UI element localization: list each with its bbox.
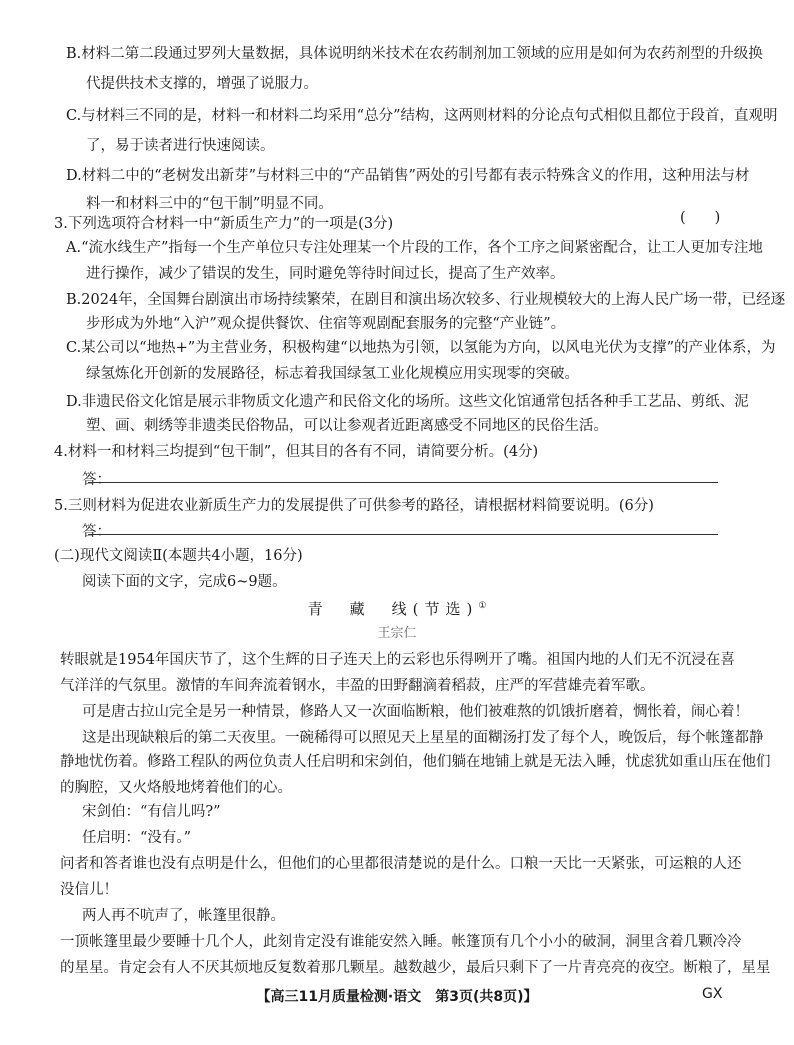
page-footer-code: GX bbox=[702, 986, 723, 1002]
passage-author: 王宗仁 bbox=[377, 626, 417, 641]
q2-option-c-line1: C.与材料三不同的是，材料一和材料二均采用“总分”结构，这两则材料的分论点句式相似且都位于段首，直观明 bbox=[66, 108, 778, 124]
section2-instruction: 阅读下面的文字，完成6~9题。 bbox=[82, 574, 287, 590]
passage-title bbox=[0, 598, 794, 619]
q3-option-d-line1: D.非遗民俗文化馆是展示非物质文化遗产和民俗文化的场所。这些文化馆通常包括各种手工艺品、剪纸、泥 bbox=[66, 394, 749, 410]
passage-p6-line2: 没信儿！ bbox=[60, 882, 118, 898]
q3-option-b-line1: B.2024年，全国舞台剧演出市场持续繁荣，在剧目和演出场次较多、行业规模较大的上海人民广场一带，已经逐 bbox=[66, 292, 786, 308]
q5-stem: 5.三则材料为促进农业新质生产力的发展提供了可供参考的路径，请根据材料简要说明。(6分) bbox=[54, 498, 654, 514]
passage-title-footnote-mark: ① bbox=[478, 601, 487, 611]
q5-answer-line[interactable] bbox=[88, 534, 718, 535]
q2-option-b-line2: 代提供技术支撑的，增强了说服力。 bbox=[86, 76, 318, 92]
passage-p1-line1: 转眼就是1954年国庆节了，这个生辉的日子连天上的云彩也乐得咧开了嘴。祖国内地的人们无不沉浸在喜 bbox=[60, 652, 735, 668]
passage-p3-line1: 这是出现缺粮后的第二天夜里。一碗稀得可以照见天上星星的面糊汤打发了每个人，晚饭后，每个帐篷都静 bbox=[82, 730, 764, 746]
passage-p3-line2: 静地忧伤着。修路工程队的两位负责人任启明和宋剑伯，他们躺在地铺上就是无法入睡，忧虑犹如重山压在他们 bbox=[60, 754, 771, 770]
passage-p6-line1: 问者和答者谁也没有点明是什么，但他们的心里都很清楚说的是什么。口粮一天比一天紧张，可运粮的人还 bbox=[60, 856, 742, 872]
passage-p4: 宋剑伯：“有信儿吗?” bbox=[82, 804, 221, 820]
q2-option-c-line2: 了，易于读者进行快速阅读。 bbox=[86, 138, 275, 154]
q4-stem: 4.材料一和材料三均提到“包干制”，但其目的各有不同，请简要分析。(4分) bbox=[54, 444, 539, 460]
q2-option-d-line2: 料一和材料三中的“包干制”明显不同。 bbox=[86, 196, 333, 212]
q2-option-b-line1: B.材料二第二段通过罗列大量数据，具体说明纳米技术在农药制剂加工领域的应用是如何为农药剂型的升级换 bbox=[66, 46, 763, 62]
q2-option-d-line1: D.材料二中的“老树发出新芽”与材料三中的“产品销售”两处的引号都有表示特殊含义的作用，这种用法与材 bbox=[66, 168, 750, 184]
page-footer: 【高三11月质量检测·语文 第3页(共8页)】 bbox=[256, 989, 538, 1005]
q3-option-d-line2: 塑、画、刺绣等非遗类民俗物品，可以让参观者近距离感受不同地区的民俗生活。 bbox=[86, 418, 608, 434]
q3-option-a-line2: 进行操作，减少了错误的发生，同时避免等待时间过长，提高了生产效率。 bbox=[86, 266, 565, 282]
q3-option-a-line1: A.“流水线生产”指每一个生产单位只专注处理某一个片段的工作，各个工序之间紧密配合，让工人更加专注地 bbox=[66, 240, 763, 256]
passage-title-text: 青 藏 线(节选) bbox=[307, 600, 479, 618]
passage-p8-line1: 一顶帐篷里最少要睡十几个人，此刻肯定没有谁能安然入睡。帐篷顶有几个小小的破洞，洞里含着几颗冷冷 bbox=[60, 934, 742, 950]
q3-option-c-line2: 绿氢炼化开创新的发展路径，标志着我国绿氢工业化规模应用实现零的突破。 bbox=[86, 366, 579, 382]
q5-answer-label: 答： bbox=[82, 524, 111, 540]
passage-p3-line3: 的胸腔，又火烙般地烤着他们的心。 bbox=[60, 780, 292, 796]
q3-option-c-line1: C.某公司以“地热+”为主营业务，积极构建“以地热为引领，以氢能为方向，以风电光伏为支撑”的产业体系，为 bbox=[66, 340, 776, 356]
section2-heading: (二)现代文阅读Ⅱ(本题共4小题，16分) bbox=[54, 548, 303, 564]
passage-p8-line2: 的星星。肯定会有人不厌其烦地反复数着那几颗星。越数越少，最后只剩下了一片青亮亮的夜空。断粮了，星星 bbox=[60, 960, 771, 976]
passage-p1-line2: 气洋洋的气氛里。激情的车间奔流着钢水，丰盈的田野翻滴着稻菽，庄严的军营雄壳着军歌。 bbox=[60, 678, 655, 694]
passage-p2: 可是唐古拉山完全是另一种情景，修路人又一次面临断粮，他们被难熬的饥饿折磨着，惆怅着，闹心着！ bbox=[82, 704, 749, 720]
q4-answer-line[interactable] bbox=[88, 482, 718, 483]
passage-p7: 两人再不吭声了，帐篷里很静。 bbox=[82, 908, 285, 924]
q3-option-b-line2: 步形成为外地“入沪”观众提供餐饮、住宿等观剧配套服务的完整“产业链”。 bbox=[86, 316, 566, 332]
q4-answer-label: 答： bbox=[82, 472, 111, 488]
q3-answer-paren: ( ) bbox=[680, 210, 721, 226]
q3-stem: 3.下列选项符合材料一中“新质生产力”的一项是(3分) bbox=[54, 216, 394, 232]
passage-p5: 任启明：“没有。” bbox=[82, 830, 192, 846]
